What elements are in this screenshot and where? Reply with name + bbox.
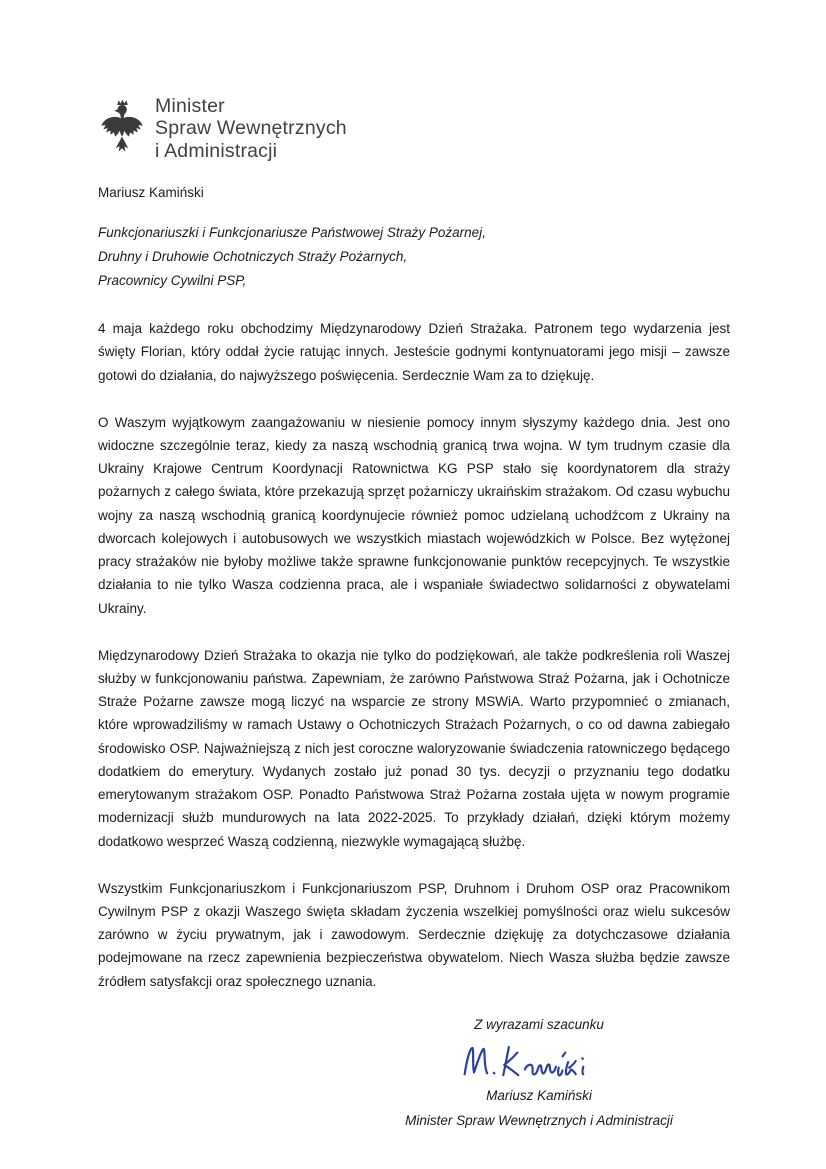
ministry-name bbox=[155, 95, 347, 162]
signatory-title: Minister Spraw Wewnętrznych i Administracji bbox=[405, 1112, 673, 1128]
letter-paragraph-4: Wszystkim Funkcjonariuszkom i Funkcjonariuszom PSP, Druhnom i Druhom OSP oraz Pracownikom Cywilnym PSP z okazji Waszego święta składam życzenia wszelkiej pomyślności oraz wielu sukcesów zarówno w życiu prywatnym, jak i zawodowym. Serdecznie dziękuję za dotychczasowe działania podejmowane na rzecz zapewnienia bezpieczeństwa obywatelom. Niech Wasza służba będzie zawsze źródłem satysfakcji oraz społecznego uznania. bbox=[98, 880, 730, 989]
letter-body bbox=[98, 317, 730, 993]
sender-name: Mariusz Kamiński bbox=[98, 185, 204, 201]
ministry-line-3: i Administracji bbox=[155, 139, 278, 162]
handwritten-signature bbox=[348, 1040, 730, 1086]
polish-eagle-coat-of-arms-icon bbox=[98, 99, 146, 159]
ministry-line-1: Minister bbox=[155, 95, 225, 117]
closing-salute: Z wyrazami szacunku bbox=[474, 1016, 604, 1032]
letter-paragraph-3: Międzynarodowy Dzień Strażaka to okazja nie tylko do podziękowań, ale także podkreślenia roli Waszej służby w funkcjonowaniu państwa. Zapewniam, że zarówno Państwowa Straż Pożarna, jak i Ochotnicze Straże Pożarne zawsze mogą liczyć na wsparcie ze strony MSWiA. Warto przypomnieć o zmianach, które wprowadziliśmy w ramach Ustawy o Ochotniczych Strażach Pożarnych, o co od dawna zabiegało środowisko OSP. Najważniejszą z nich jest coroczne waloryzowanie świadczenia ratowniczego będącego dodatkiem do emerytury. Wydanych zostało już ponad 30 tys. decyzji o przyznaniu tego dodatku emerytowanym strażakom OSP. Ponadto Państwowa Straż Pożarna została ujęta w nowym programie modernizacji służb mundurowych na lata 2022-2025. To przykłady działań, dzięki którym możemy dodatkowo wesprzeć Waszą codzienną, niezwykle wymagającą służbę. bbox=[98, 647, 730, 849]
closing-block bbox=[348, 1017, 730, 1128]
signatory-name: Mariusz Kamiński bbox=[486, 1087, 592, 1103]
ministry-line-2: Spraw Wewnętrznych bbox=[155, 117, 347, 140]
salutation-block bbox=[98, 221, 730, 292]
letter-paragraph-2: O Waszym wyjątkowym zaangażowaniu w niesienie pomocy innym słyszymy każdego dnia. Jest ono widoczne szczególnie teraz, kiedy za naszą wschodnią granicą trwa wojna. W tym trudnym czasie dla Ukrainy Krajowe Centrum Koordynacji Ratownictwa KG PSP stało się koordynatorem dla straży pożarnych z całego świata, które przekazują sprzęt pożarniczy ukraińskim strażakom. Od czasu wybuchu wojny za naszą wschodnią granicą koordynujecie również pomoc udzielaną uchodźcom z Ukrainy na dworcach kolejowych i autobusowych we wszystkich miastach wojewódzkich w Polsce. Bez wytężonej pracy strażaków nie byłoby możliwe także sprawne funkcjonowanie punktów recepcyjnych. Te wszystkie działania to nie tylko Wasza codzienna praca, ale i wspaniałe świadectwo solidarności z obywatelami Ukrainy. bbox=[98, 414, 730, 616]
salutation-line-3: Pracownicy Cywilni PSP, bbox=[98, 272, 247, 288]
letterhead bbox=[98, 95, 730, 162]
salutation-line-1: Funkcjonariuszki i Funkcjonariusze Państwowej Straży Pożarnej, bbox=[98, 225, 486, 241]
salutation-line-2: Druhny i Druhowie Ochotniczych Straży Pożarnych, bbox=[98, 248, 408, 264]
letter-paragraph-1: 4 maja każdego roku obchodzimy Międzynarodowy Dzień Strażaka. Patronem tego wydarzenia jest święty Florian, który oddał życie ratując innych. Jesteście godnymi kontynuatorami jego misji – zawsze gotowi do działania, do najwyższego poświęcenia. Serdecznie Wam za to dziękuję. bbox=[98, 321, 730, 383]
